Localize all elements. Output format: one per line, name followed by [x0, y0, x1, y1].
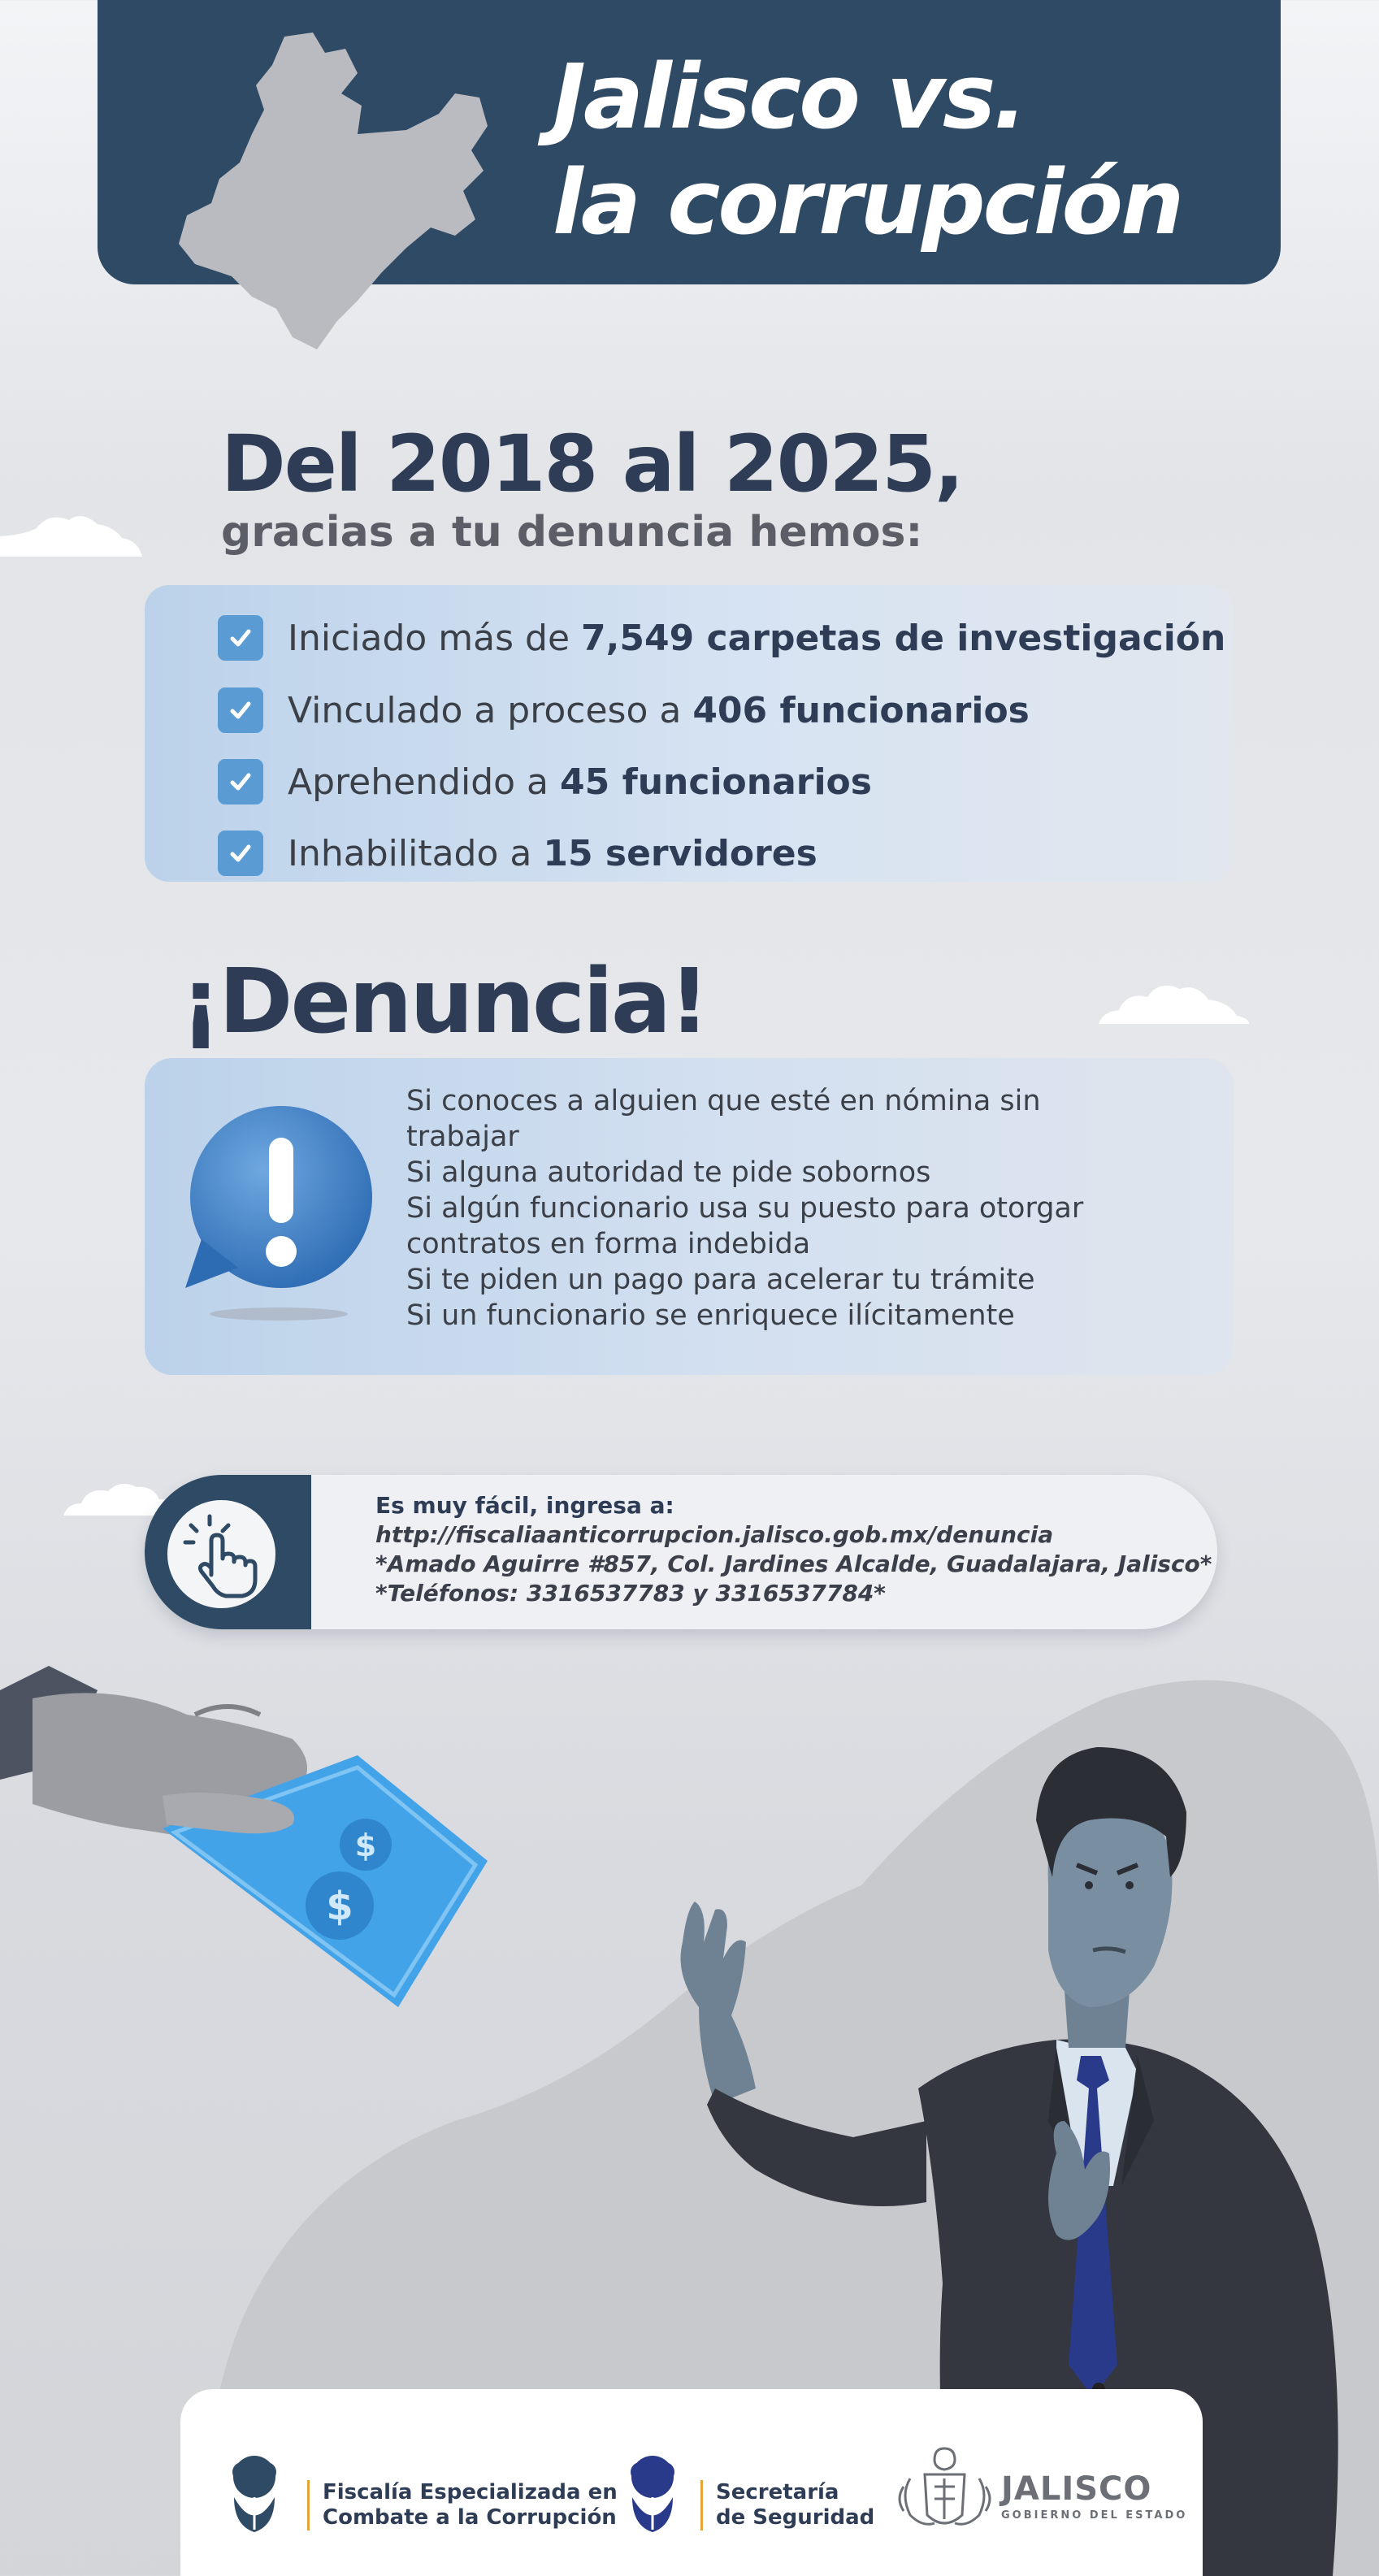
contact-address: *Amado Aguirre #857, Col. Jardines Alcalde, Guadalajara, Jalisco* — [375, 1550, 1212, 1577]
click-hand-icon — [167, 1500, 275, 1608]
achievement-item — [218, 829, 817, 878]
achievement-item — [218, 614, 1225, 662]
title-line1: Jalisco vs. — [553, 45, 1026, 149]
denuncia-line: Si alguna autoridad te pide sobornos — [406, 1156, 931, 1189]
hand-with-money — [0, 1666, 488, 2007]
fiscalia-logo-icon — [226, 2452, 283, 2534]
headline: Del 2018 al 2025, — [221, 418, 963, 510]
jalisco-logo-subtitle: GOBIERNO DEL ESTADO — [1001, 2509, 1188, 2522]
checkbox-icon — [218, 759, 263, 804]
click-icon-badge — [163, 1495, 280, 1613]
achievement-text: Iniciado más de 7,549 carpetas de investigación — [288, 617, 1226, 659]
cloud-right — [1099, 979, 1249, 1024]
achievement-item — [218, 757, 872, 806]
checkbox-icon — [218, 615, 263, 661]
denuncia-line: trabajar — [406, 1121, 519, 1153]
achievement-text: Vinculado a proceso a 406 funcionarios — [288, 689, 1030, 731]
denuncia-line: Si conoces a alguien que esté en nómina sin — [406, 1085, 1041, 1117]
denuncia-line: contratos en forma indebida — [406, 1228, 811, 1260]
denuncia-line: Si algún funcionario usa su puesto para otorgar — [406, 1192, 1084, 1225]
checkbox-icon — [218, 830, 263, 876]
fiscalia-logo-text: Fiscalía Especializada en Combate a la Corrupción — [307, 2480, 618, 2530]
achievement-item — [218, 686, 1030, 735]
denuncia-line: Si un funcionario se enriquece ilícitamente — [406, 1299, 1015, 1332]
denuncia-title: ¡Denuncia! — [180, 949, 708, 1053]
secretaria-logo-icon — [624, 2452, 681, 2534]
jalisco-coat-of-arms-icon — [894, 2442, 995, 2535]
svg-text:$: $ — [326, 1884, 353, 1929]
contact-info — [375, 1491, 1212, 1608]
contact-phones: *Teléfonos: 3316537783 y 3316537784* — [375, 1580, 886, 1607]
jalisco-state-map-icon — [163, 28, 520, 353]
title-line2: la corrupción — [553, 150, 1182, 254]
jalisco-logo-name: JALISCO — [1001, 2470, 1152, 2508]
exclamation-speech-bubble-icon — [177, 1101, 380, 1329]
svg-text:$: $ — [354, 1828, 377, 1863]
achievements-panel — [145, 585, 1234, 882]
subheadline: gracias a tu denuncia hemos: — [221, 508, 923, 557]
contact-heading: Es muy fácil, ingresa a: — [375, 1492, 674, 1519]
contact-url-link[interactable]: http://fiscaliaanticorrupcion.jalisco.gob.mx/denuncia — [375, 1521, 1054, 1548]
secretaria-logo-text: Secretaría de Seguridad — [700, 2480, 874, 2530]
achievement-text: Aprehendido a 45 funcionarios — [288, 761, 872, 803]
checkbox-icon — [218, 687, 263, 733]
denuncia-list — [406, 1083, 1203, 1334]
cloud-left-1 — [0, 512, 146, 557]
achievement-text: Inhabilitado a 15 servidores — [288, 832, 817, 874]
denuncia-line: Si te piden un pago para acelerar tu trámite — [406, 1264, 1035, 1296]
